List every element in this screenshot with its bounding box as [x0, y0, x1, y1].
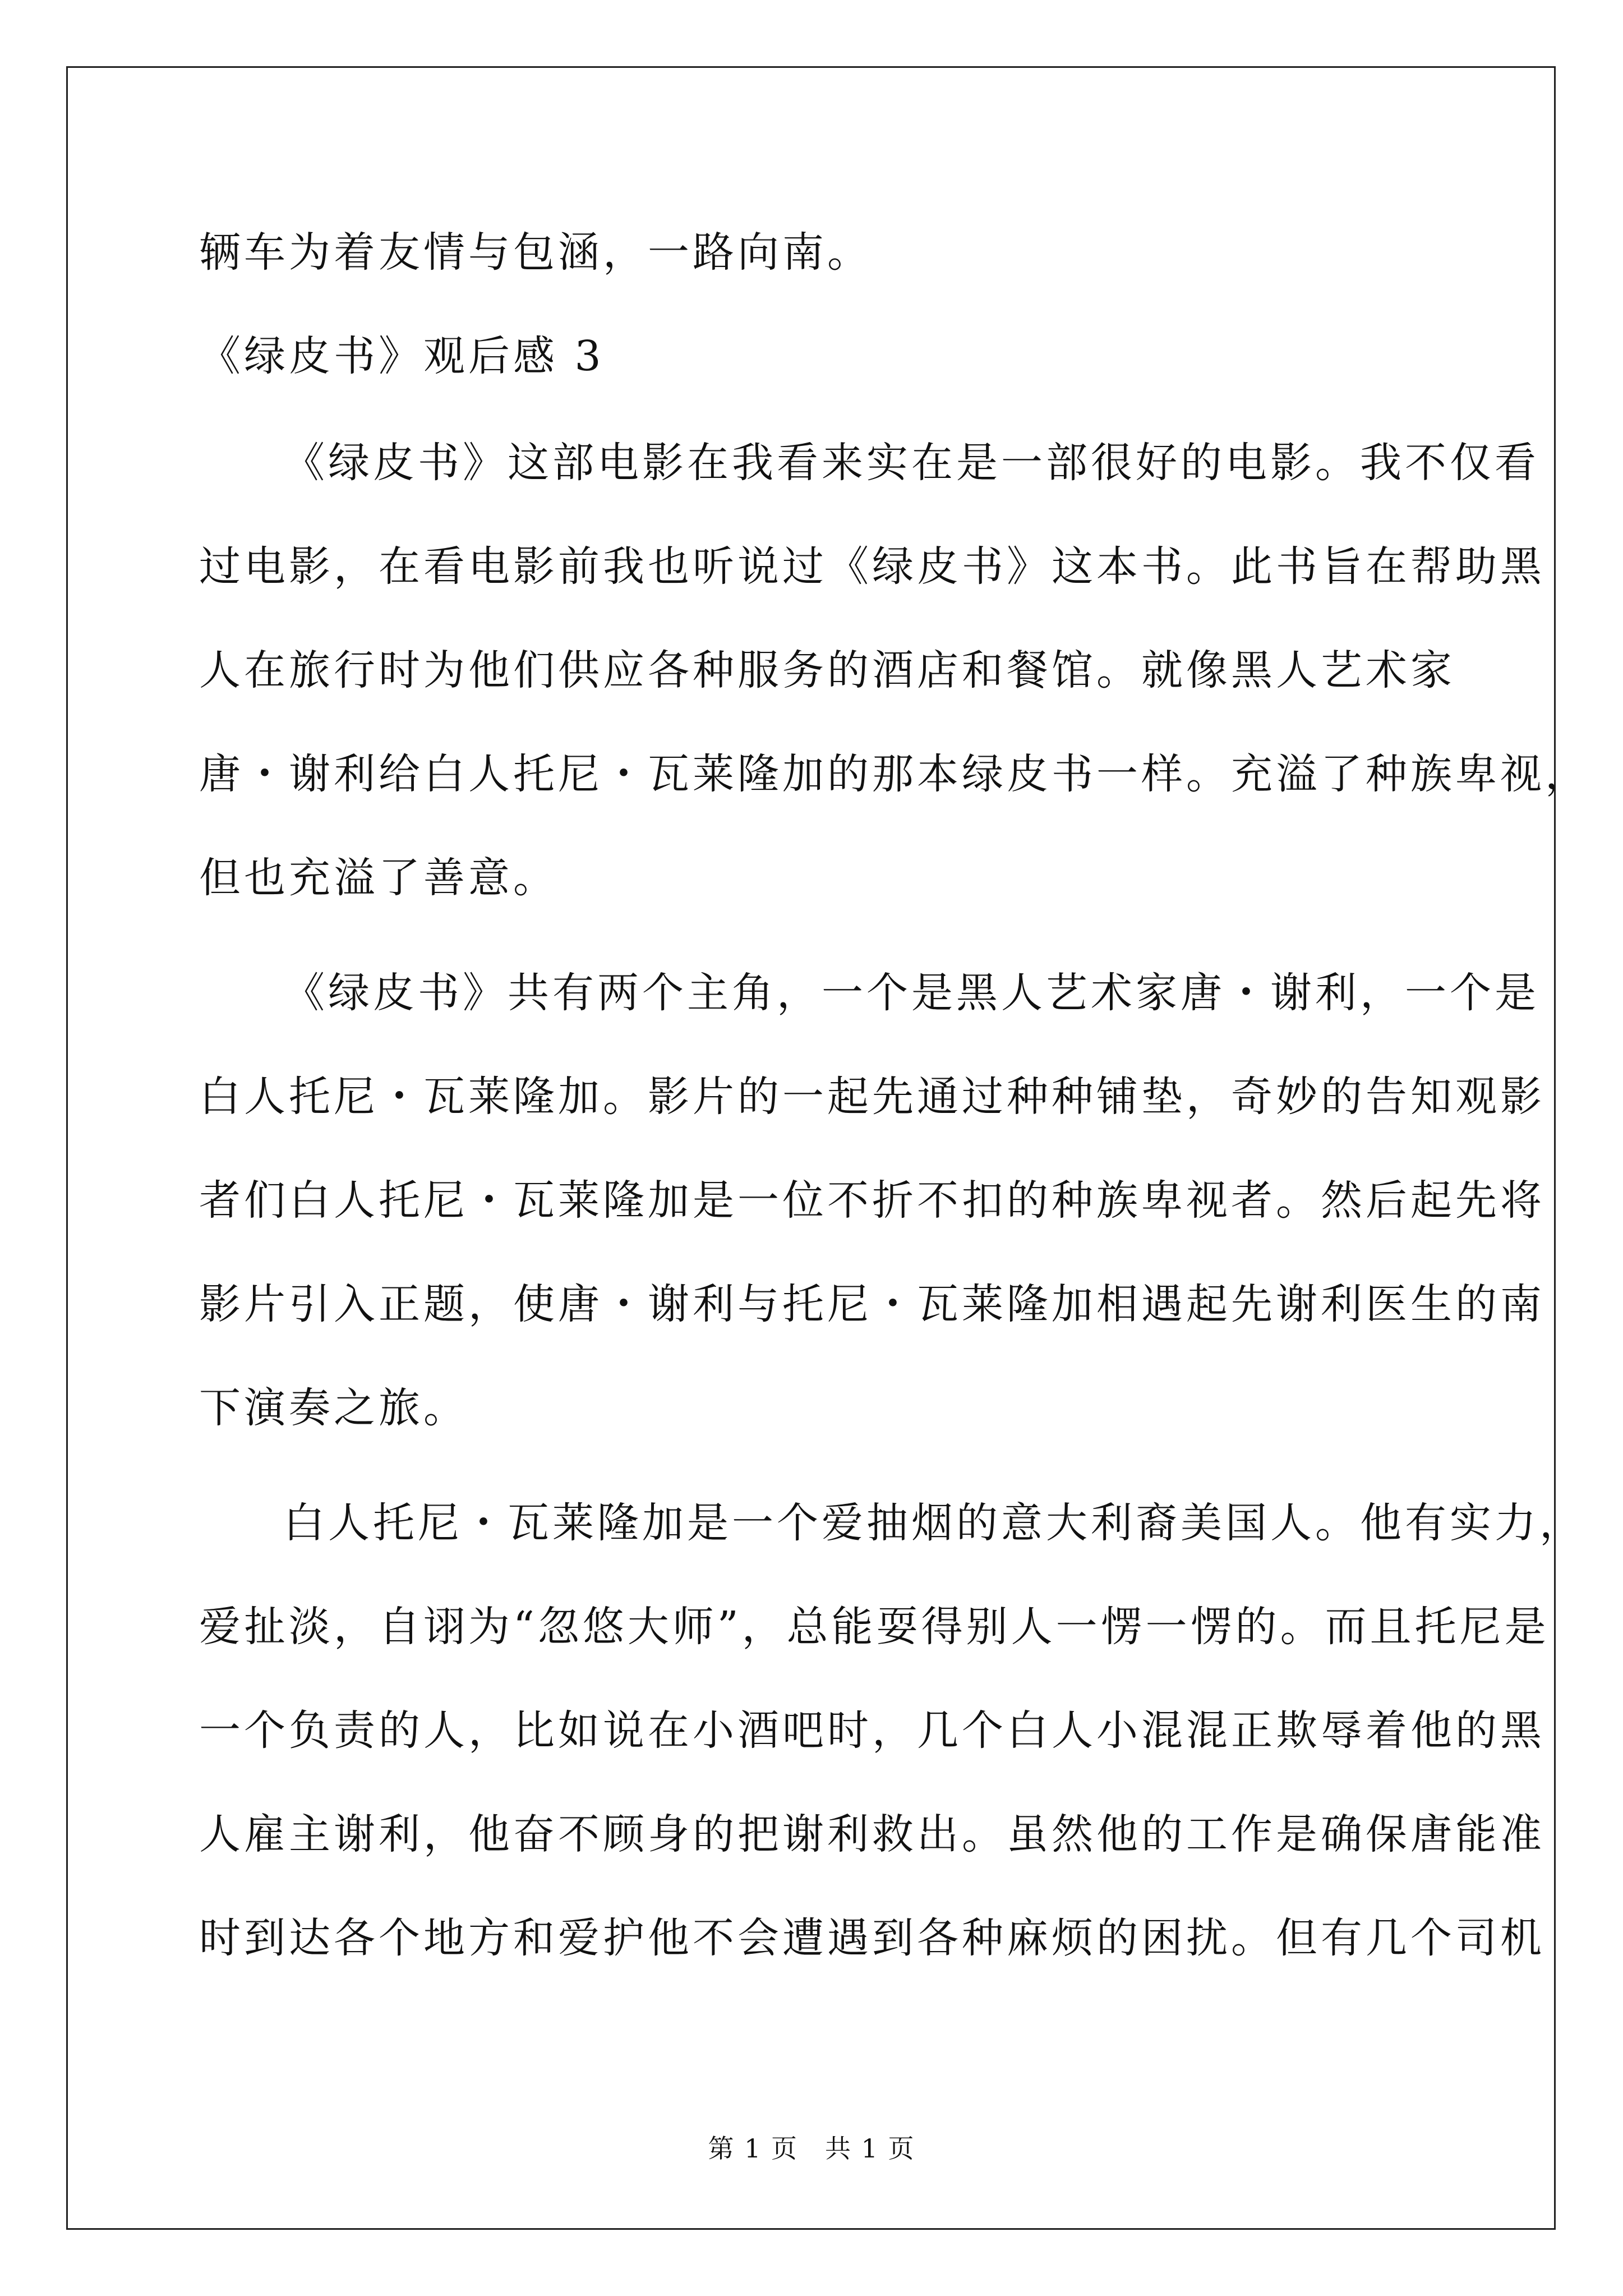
text-line: 《绿皮书》这部电影在我看来实在是一部很好的电影。我不仅看 [283, 439, 1539, 487]
page-footer: 第 1 页 共 1 页 [708, 2133, 915, 2164]
text-line: 《绿皮书》共有两个主角，一个是黑人艺术家唐・谢利，一个是 [283, 969, 1539, 1017]
text-line: 辆车为着友情与包涵，一路向南。 [199, 228, 872, 277]
text-line: 白人托尼・瓦莱隆加是一个爱抽烟的意大利裔美国人。他有实力， [283, 1499, 1584, 1547]
text-line: 一个负责的人，比如说在小酒吧时，几个白人小混混正欺辱着他的黑 [199, 1706, 1545, 1755]
text-line: 时到达各个地方和爱护他不会遭遇到各种麻烦的困扰。但有几个司机 [199, 1914, 1545, 1962]
text-line: 下演奏之旅。 [199, 1384, 468, 1432]
section-heading: 《绿皮书》观后感 3 [199, 332, 605, 380]
text-line: 影片引入正题，使唐・谢利与托尼・瓦莱隆加相遇起先谢利医生的南 [199, 1280, 1545, 1328]
text-line: 过电影，在看电影前我也听说过《绿皮书》这本书。此书旨在帮助黑 [199, 542, 1545, 591]
text-line: 唐・谢利给白人托尼・瓦莱隆加的那本绿皮书一样。充溢了种族卑视， [199, 750, 1590, 798]
text-line: 人雇主谢利，他奋不顾身的把谢利救出。虽然他的工作是确保唐能准 [199, 1810, 1545, 1858]
text-line: 者们白人托尼・瓦莱隆加是一位不折不扣的种族卑视者。然后起先将 [199, 1176, 1545, 1225]
text-line: 爱扯淡，自诩为“忽悠大师”，总能耍得别人一愣一愣的。而且托尼是 [199, 1603, 1550, 1651]
text-line: 白人托尼・瓦莱隆加。影片的一起先通过种种铺垫，奇妙的告知观影 [199, 1073, 1545, 1121]
text-line: 人在旅行时为他们供应各种服务的酒店和餐馆。就像黑人艺术家 [199, 646, 1455, 694]
text-line: 但也充溢了善意。 [199, 854, 558, 902]
page-border [66, 66, 1590, 2230]
